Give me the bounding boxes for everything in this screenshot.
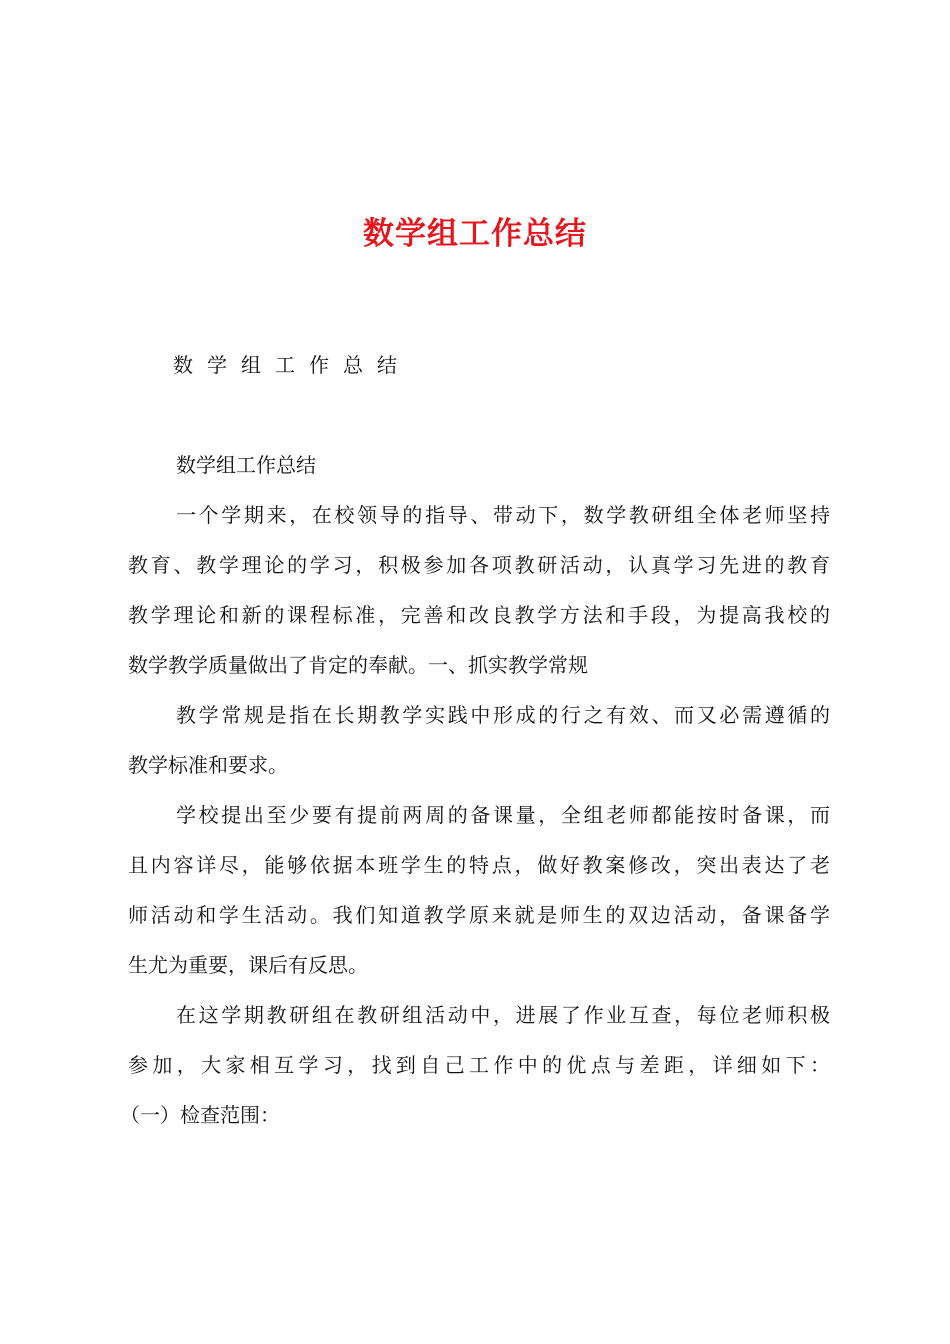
paragraph-line: 参加，大家相互学习，找到自己工作中的优点与差距，详细如下： bbox=[128, 1053, 830, 1077]
paragraph-line: 一个学期来，在校领导的指导、带动下，数学教研组全体老师坚持 bbox=[176, 503, 830, 527]
paragraph-line: 数学教学质量做出了肯定的奉献。一、抓实教学常规 bbox=[128, 653, 588, 677]
spaced-heading: 数学组工作总结 bbox=[173, 353, 411, 377]
document-title: 数学组工作总结 bbox=[363, 216, 587, 252]
paragraph-line: 教育、教学理论的学习，积极参加各项教研活动，认真学习先进的教育 bbox=[128, 553, 830, 577]
paragraph-line: 且内容详尽，能够依据本班学生的特点，做好教案修改，突出表达了老 bbox=[128, 853, 830, 877]
paragraph-line: 在这学期教研组在教研组活动中，进展了作业互查，每位老师积极 bbox=[176, 1003, 830, 1027]
paragraph-line: 生尤为重要，课后有反思。 bbox=[128, 953, 368, 977]
section-heading: 数学组工作总结 bbox=[176, 453, 316, 477]
paragraph-line: 师活动和学生活动。我们知道教学原来就是师生的双边活动，备课备学 bbox=[128, 903, 830, 927]
paragraph-line: 学校提出至少要有提前两周的备课量，全组老师都能按时备课，而 bbox=[176, 803, 830, 827]
subsection-heading: （一）检查范围： bbox=[120, 1103, 280, 1127]
paragraph-line: 教学标准和要求。 bbox=[128, 753, 288, 777]
paragraph-line: 教学理论和新的课程标准，完善和改良教学方法和手段，为提高我校的 bbox=[128, 603, 830, 627]
paragraph-line: 教学常规是指在长期教学实践中形成的行之有效、而又必需遵循的 bbox=[176, 703, 830, 727]
